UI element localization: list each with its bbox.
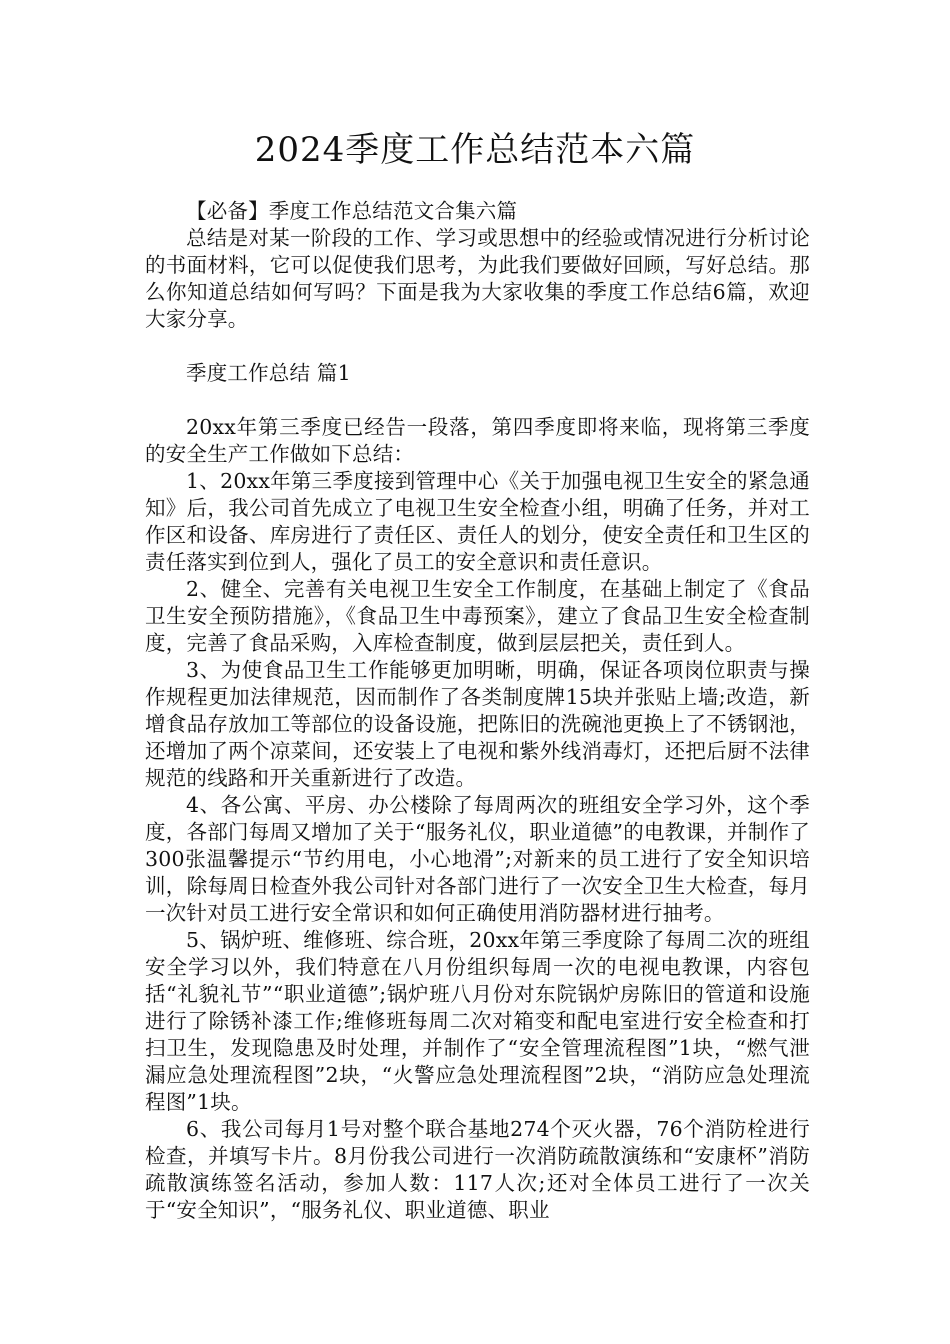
intro-paragraph: 总结是对某一阶段的工作、学习或思想中的经验或情况进行分析讨论的书面材料，它可以促使我们思考，为此我们要做好回顾，写好总结。那么你知道总结如何写吗？下面是我为大家收集的季度工作总结6篇，欢迎大家分享。 [145,226,810,331]
paragraph-3: 3、为使食品卫生工作能够更加明晰，明确，保证各项岗位职责与操作规程更加法律规范，因而制作了各类制度牌15块并张贴上墙;改造，新增食品存放加工等部位的设备设施，把陈旧的洗碗池更换上了不锈钢池，还增加了两个凉菜间，还安装上了电视和紫外线消毒灯，还把后厨不法律规范的线路和开关重新进行了改造。 [145,658,810,790]
paragraph-1: 1、20xx年第三季度接到管理中心《关于加强电视卫生安全的紧急通知》后，我公司首先成立了电视卫生安全检查小组，明确了任务，并对工作区和设备、库房进行了责任区、责任人的划分，使安全责任和卫生区的责任落实到位到人，强化了员工的安全意识和责任意识。 [145,469,810,574]
document-title: 2024季度工作总结范本六篇 [254,130,696,170]
document-body [145,198,810,1224]
spacer [145,387,810,414]
paragraph-4: 4、各公寓、平房、办公楼除了每周两次的班组安全学习外，这个季度，各部门每周又增加了关于“服务礼仪，职业道德”的电教课，并制作了300张温馨提示“节约用电，小心地滑”;对新来的员工进行了安全知识培训，除每周日检查外我公司针对各部门进行了一次安全卫生大检查，每月一次针对员工进行安全常识和如何正确使用消防器材进行抽考。 [145,793,810,925]
paragraph-5: 5、锅炉班、维修班、综合班，20xx年第三季度除了每周二次的班组安全学习以外，我们特意在八月份组织每周一次的电视电教课，内容包括“礼貌礼节”“职业道德”;锅炉班八月份对东院锅炉房陈旧的管道和设施进行了除锈补漆工作;维修班每周二次对箱变和配电室进行安全检查和打扫卫生，发现隐患及时处理，并制作了“安全管理流程图”1块，“燃气泄漏应急处理流程图”2块，“火警应急处理流程图”2块，“消防应急处理流程图”1块。 [145,928,810,1114]
subtitle-line: 【必备】季度工作总结范文合集六篇 [186,199,518,223]
section-heading: 季度工作总结 篇1 [186,361,351,385]
paragraph-6: 6、我公司每月1号对整个联合基地274个灭火器，76个消防栓进行检查，并填写卡片。8月份我公司进行一次消防疏散演练和“安康杯”消防疏散演练签名活动，参加人数：117人次;还对全体员工进行了一次关于“安全知识”，“服务礼仪、职业道德、职业 [145,1117,810,1222]
paragraph-2: 2、健全、完善有关电视卫生安全工作制度，在基础上制定了《食品卫生安全预防措施》，《食品卫生中毒预案》，建立了食品卫生安全检查制度，完善了食品采购，入库检查制度，做到层层把关，责任到人。 [145,577,810,655]
spacer [145,333,810,360]
paragraph-0: 20xx年第三季度已经告一段落，第四季度即将来临，现将第三季度的安全生产工作做如下总结： [145,415,810,466]
